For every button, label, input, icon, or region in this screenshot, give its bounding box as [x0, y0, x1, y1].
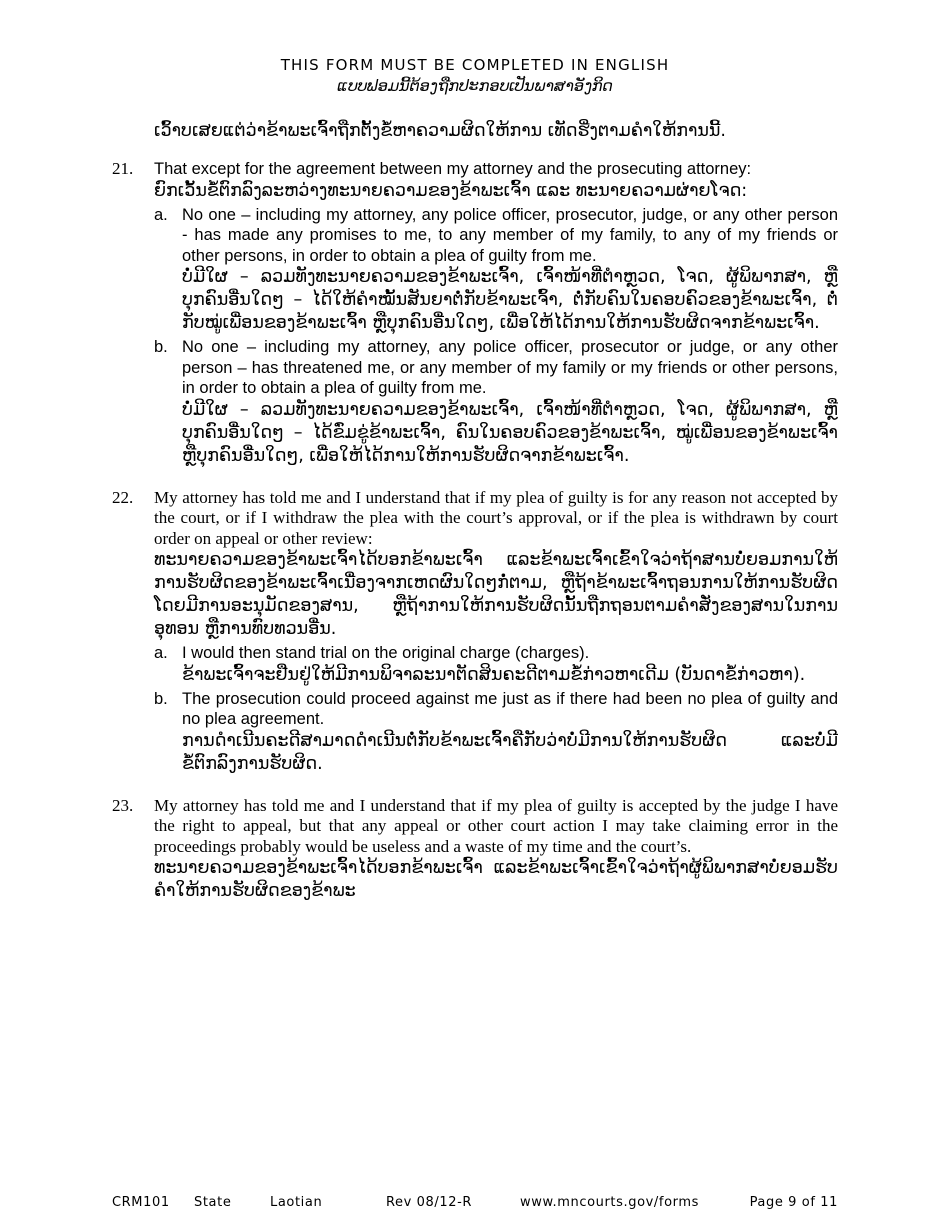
sub-letter: a.	[154, 205, 168, 224]
item-number: 21.	[112, 159, 134, 178]
header-english-notice: THIS FORM MUST BE COMPLETED IN ENGLISH	[280, 56, 670, 74]
header-lao-notice: ແບບຟອມນີ້ຕ້ອງຖືກປະກອບເປັນພາສາອັງກິດ	[337, 76, 613, 95]
footer-jurisdiction: State	[194, 1195, 232, 1210]
item-22a-lao: ຂ້າພະເຈົ້າຈະຢືນຢູ່ໃຫ້ມີການພິຈາລະນາຕັດສິນຄະດີຕາມຂໍ້ກ່າວຫາເດີມ (ບັນດາຂໍ້ກ່າວຫາ).	[182, 664, 806, 685]
item-21a-lao: ບໍ່ມີໃຜ – ລວມທັງທະນາຍຄວາມຂອງຂ້າພະເຈົ້າ, ເຈົ້າໜ້າທີ່ຕໍາຫຼວດ, ໂຈດ, ຜູ້ພິພາກສາ, ຫຼືບຸກຄົນອື່ນໃດໆ – ໄດ້ໃຫ້ຄໍາໝັ້ນສັນຍາຕໍ່ກັບຂ້າພະເຈົ້າ, ຕໍ່ກັບຄົນໃນຄອບຄົວຂອງຂ້າພະເຈົ້າ, ຕໍ່ກັບໝູ່ເພື່ອນຂອງຂ້າພະເຈົ້າ ຫຼືບຸກຄົນອື່ນໃດໆ, ເພື່ອໃຫ້ໄດ້ການໃຫ້ການຮັບຜິດຈາກຂ້າພະເຈົ້າ.	[182, 267, 838, 333]
item-22b	[154, 689, 838, 776]
item-21-lao: ຍົກເວັ້ນຂໍ້ຕົກລົງລະຫວ່າງທະນາຍຄວາມຂອງຂ້າພະເຈົ້າ ແລະ ທະນາຍຄວາມຜ່າຍໂຈດ:	[154, 180, 748, 201]
item-23-lao: ທະນາຍຄວາມຂອງຂ້າພະເຈົ້າໄດ້ບອກຂ້າພະເຈົ້າ ແລະຂ້າພະເຈົ້າເຂົ້າໃຈວ່າຖ້າຜູ້ພິພາກສາບໍ່ຍອມຮັບຄໍາໃຫ້ການຮັບຜິດຂອງຂ້າພະ	[154, 858, 838, 901]
item-21b	[154, 337, 838, 468]
item-22b-english: The prosecution could proceed against me just as if there had been no plea of guilty and no plea agreement.	[182, 689, 838, 728]
footer-form-code: CRM101	[112, 1195, 170, 1210]
item-21b-english: No one – including my attorney, any police officer, prosecutor or judge, or any other person – has threatened me, or any member of my family or my friends or other persons, in order to obtain a plea of guilty from me.	[182, 338, 838, 397]
item-22b-lao: ການດໍາເນີນຄະດີສາມາດດໍາເນີນຕໍ່ກັບຂ້າພະເຈົ້າຄືກັບວ່າບໍ່ມີການໃຫ້ການຮັບຜິດ ແລະບໍ່ມີຂໍ້ຕົກລົງການຮັບຜິດ.	[182, 730, 838, 774]
item-21-english: That except for the agreement between my attorney and the prosecuting attorney:	[154, 160, 752, 178]
footer-language: Laotian	[270, 1195, 323, 1210]
document-body	[112, 120, 838, 903]
footer-page-number: Page 9 of 11	[749, 1195, 838, 1210]
item-number: 22.	[112, 487, 134, 507]
item-23	[112, 796, 838, 904]
item-22-english: My attorney has told me and I understand that if my plea of guilty is for any reason not accepted by the court, or if I withdraw the plea with the court’s approval, or if the plea is withdrawn by court order on appeal or other review:	[154, 487, 838, 548]
item-21b-lao: ບໍ່ມີໃຜ – ລວມທັງທະນາຍຄວາມຂອງຂ້າພະເຈົ້າ, ເຈົ້າໜ້າທີ່ຕໍາຫຼວດ, ໂຈດ, ຜູ້ພິພາກສາ, ຫຼືບຸກຄົນອື່ນໃດໆ – ໄດ້ຂົ່ມຂູ່ຂ້າພະເຈົ້າ, ຄົນໃນຄອບຄົວຂອງຂ້າພະເຈົ້າ, ໝູ່ເພື່ອນຂອງຂ້າພະເຈົ້າ ຫຼືບຸກຄົນອື່ນໃດໆ, ເພື່ອໃຫ້ໄດ້ການໃຫ້ການຮັບຜິດຈາກຂ້າພະເຈົ້າ.	[182, 399, 838, 466]
item-21a-english: No one – including my attorney, any police officer, prosecutor, judge, or any other person - has made any promises to me, to any member of my family, to any of my friends or other persons, in order to obtain a plea of guilty from me.	[182, 205, 838, 265]
item-22a-english: I would then stand trial on the original charge (charges).	[182, 644, 590, 662]
footer-website-link[interactable]: www.mncourts.gov/forms	[520, 1195, 699, 1210]
continuation-lao-text: ເວົ້າບເສຍແຕ່ວ່າຂ້າພະເຈົ້າຖືກຕັ້ງຂໍ້ຫາຄວາມຜິດໃຫ້ການ ເທັດຮີ່ງຕາມຄໍາໃຫ້ການນີ້.	[154, 121, 726, 141]
item-22a	[154, 643, 838, 687]
sub-letter: a.	[154, 644, 168, 662]
item-22-lao: ທະນາຍຄວາມຂອງຂ້າພະເຈົ້າໄດ້ບອກຂ້າພະເຈົ້າ ແລະຂ້າພະເຈົ້າເຂົ້າໃຈວ່າຖ້າສານບໍ່ຍອມການໃຫ້ການຮັບຜິດຂອງຂ້າພະເຈົ້າເນື່ອງຈາກເຫດຜົນໃດໆກໍ່ຕາມ, ຫຼືຖ້າຂ້າພະເຈົ້າຖອນການໃຫ້ການຮັບຜິດໂດຍມີການອະນຸມັດຂອງສານ, ຫຼືຖ້າການໃຫ້ການຮັບຜິດນັ້ນຖືກຖອນຕາມຄໍາສັ່ງຂອງສານໃນການອຸທອນ ຫຼືການທົບທວນອື່ນ.	[154, 550, 838, 639]
item-21a	[154, 205, 838, 336]
footer-revision: Rev 08/12-R	[386, 1195, 473, 1210]
item-22	[112, 488, 838, 776]
item-21	[112, 159, 838, 468]
sub-letter: b.	[154, 689, 168, 708]
item-number: 23.	[112, 795, 134, 815]
item-23-english: My attorney has told me and I understand that if my plea of guilty is accepted by the judge I have the right to appeal, but that any appeal or other court action I may take claiming error in the proceedings probably would be useless and a waste of my time and the court’s.	[154, 795, 838, 856]
sub-letter: b.	[154, 338, 168, 356]
